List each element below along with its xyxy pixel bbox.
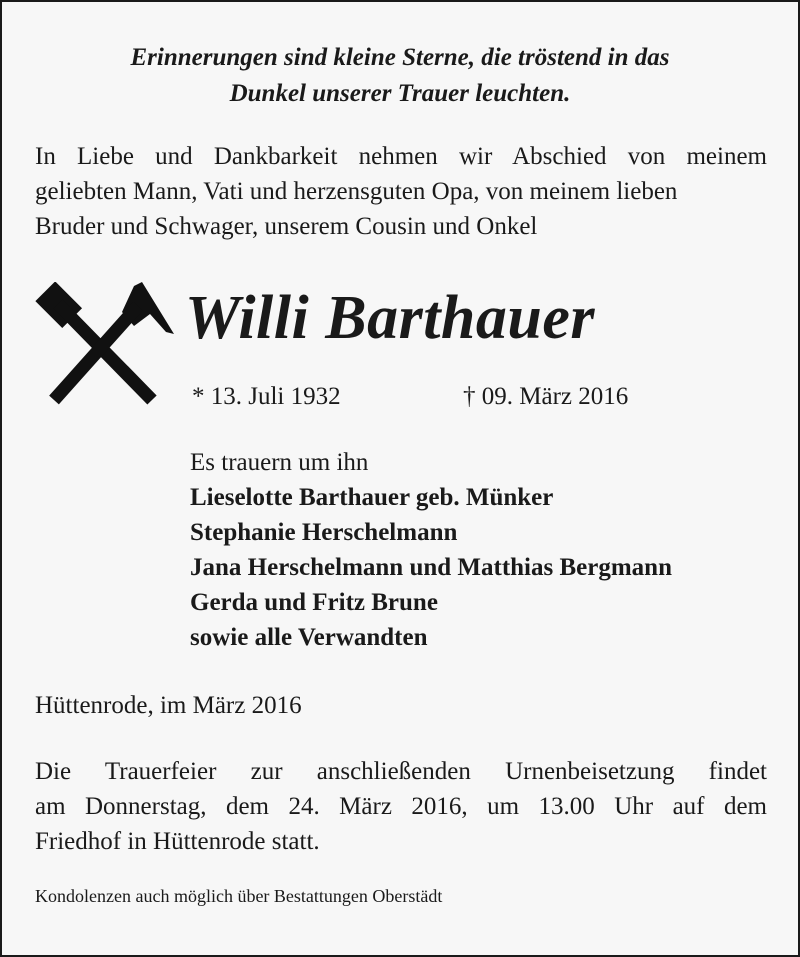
death-date: † 09. März 2016: [463, 383, 629, 410]
intro-line-3: Bruder und Schwager, unserem Cousin und Onkel: [35, 213, 538, 240]
service-text: [35, 754, 767, 859]
mourners-heading: Es trauern um ihn: [190, 449, 369, 476]
mourner-name: Lieselotte Barthauer geb. Münker: [190, 484, 554, 511]
deceased-name: Willi Barthauer: [185, 284, 596, 352]
mourner-name: Jana Herschelmann und Matthias Bergmann: [190, 554, 672, 581]
motto-line-2: Dunkel unserer Trauer leuchten.: [229, 80, 571, 107]
condolence-note: Kondolenzen auch möglich über Bestattungen Oberstädt: [35, 886, 443, 906]
birth-date: * 13. Juli 1932: [192, 383, 341, 410]
mourner-name: Gerda und Fritz Brune: [190, 589, 438, 616]
hammer-and-pick-icon: [34, 282, 174, 406]
service-line-2: am Donnerstag, dem 24. März 2016, um 13.00 Uhr auf dem: [35, 793, 767, 820]
mourner-name: Stephanie Herschelmann: [190, 519, 458, 546]
mourners-list: [190, 445, 672, 655]
intro-line-2: geliebten Mann, Vati und herzensguten Opa, von meinem lieben: [35, 178, 678, 205]
service-line-3: Friedhof in Hüttenrode statt.: [35, 828, 320, 855]
mourner-name: sowie alle Verwandten: [190, 624, 428, 651]
intro-text: [35, 139, 767, 244]
motto-line-1: Erinnerungen sind kleine Sterne, die tröstend in das: [130, 44, 670, 71]
intro-line-1: In Liebe und Dankbarkeit nehmen wir Abschied von meinem: [35, 143, 767, 170]
service-line-1: Die Trauerfeier zur anschließenden Urnenbeisetzung findet: [35, 758, 767, 785]
place-and-date: Hüttenrode, im März 2016: [35, 692, 302, 719]
